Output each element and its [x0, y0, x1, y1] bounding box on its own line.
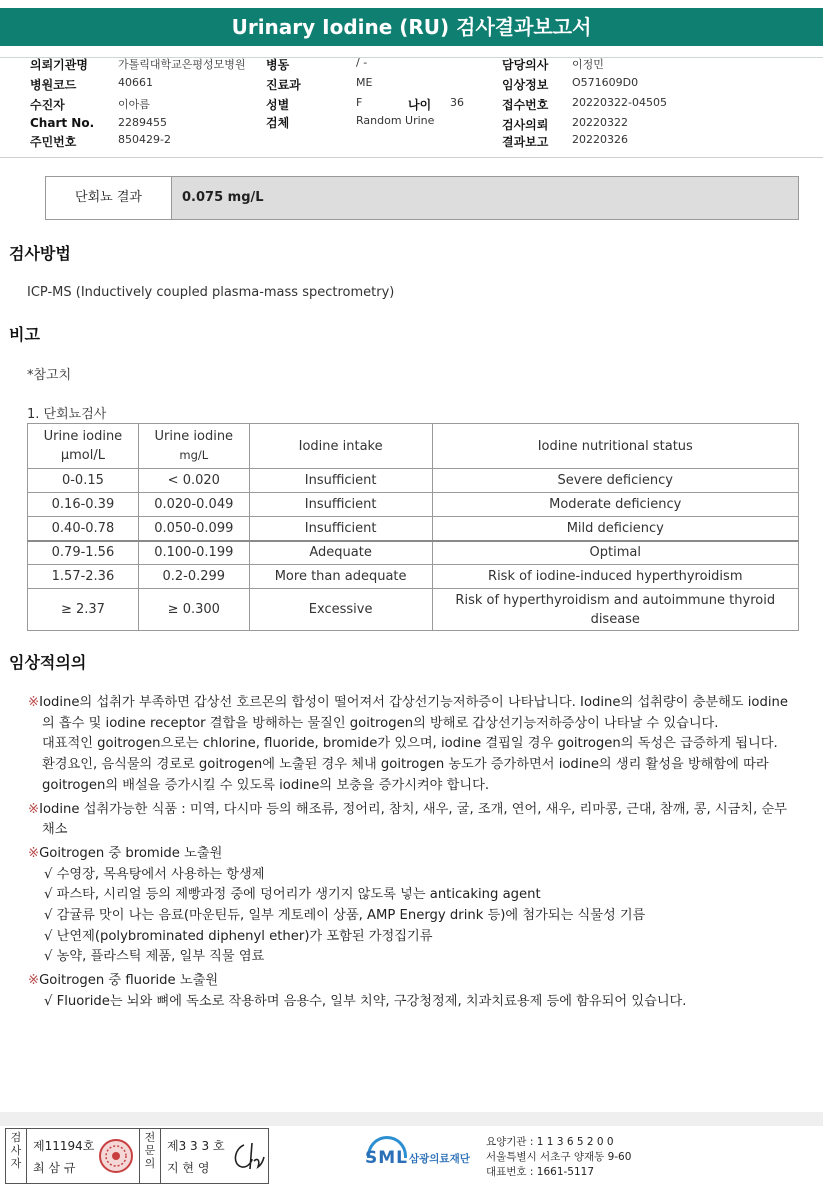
report-title: Urinary Iodine (RU) 검사결과보고서 — [0, 8, 823, 46]
clinical-title: 임상적의의 — [9, 653, 87, 672]
value-doctor: 이정민 — [572, 58, 604, 71]
value-sex: F — [356, 96, 363, 109]
label-ward: 병동 — [266, 58, 290, 72]
sml-logo — [365, 1134, 485, 1178]
value-patient: 이아름 — [118, 98, 150, 111]
logo-text: SML — [365, 1148, 408, 1168]
label-department: 진료과 — [266, 78, 301, 92]
signature-icon — [228, 1139, 266, 1175]
reference-mark-icon: ※ — [28, 801, 40, 817]
value-chart-no: 2289455 — [118, 116, 167, 129]
list-item: √ Fluoride는 뇌와 뼈에 독소로 작용하며 음용수, 일부 치약, 구강청정제, 치과치료용제 등에 함유되어 있습니다. — [44, 993, 687, 1009]
header-intake: Iodine intake — [249, 424, 432, 469]
label-specimen: 검체 — [266, 116, 290, 130]
org-code: 요양기관 : 1 1 3 6 5 2 0 0 — [486, 1136, 614, 1148]
clinical-notes — [28, 693, 788, 1013]
clinical-paragraph-4: ※Goitrogen 중 fluoride 노출원 — [28, 973, 219, 989]
lab-address: 서울특별시 서초구 양재동 9-60 — [486, 1151, 632, 1163]
label-age: 나이 — [408, 98, 432, 112]
table-row: ≥ 2.37 ≥ 0.300 Excessive Risk of hyperthyroidism and autoimmune thyroid disease — [28, 589, 799, 631]
label-resident-no: 주민번호 — [30, 135, 77, 149]
table-row: 0.79-1.56 0.100-0.199 Adequate Optimal — [28, 541, 799, 565]
value-department: ME — [356, 76, 373, 89]
reference-mark-icon: ※ — [28, 973, 40, 989]
header-status: Iodine nutritional status — [432, 424, 798, 469]
table-row: 0-0.15 < 0.020 Insufficient Severe deficiency — [28, 469, 799, 493]
reference-mark-icon: ※ — [28, 695, 40, 710]
specialist-label: 전문의 — [139, 1129, 161, 1183]
header-mgl: Urine iodine mg/L — [138, 424, 249, 469]
check-icon: √ — [44, 949, 53, 965]
table-header-row — [28, 424, 799, 469]
signature-block — [5, 1128, 269, 1184]
check-icon: √ — [44, 887, 53, 903]
lab-contact — [486, 1135, 631, 1180]
clinical-paragraph-3: ※Goitrogen 중 bromide 노출원 — [28, 845, 223, 861]
lab-phone: 대표번호 : 1661-5117 — [486, 1166, 595, 1178]
table-row: 0.16-0.39 0.020-0.049 Insufficient Moderate deficiency — [28, 493, 799, 517]
value-specimen: Random Urine — [356, 114, 435, 127]
label-hospital-code: 병원코드 — [30, 78, 77, 92]
table-row: 0.40-0.78 0.050-0.099 Insufficient Mild deficiency — [28, 517, 799, 541]
list-item: √ 수영장, 목욕탕에서 사용하는 항생제 — [44, 866, 265, 882]
title-bar — [0, 0, 823, 58]
value-clinical-info: O571609D0 — [572, 76, 639, 89]
clinical-paragraph-2: ※Iodine 섭취가능한 식품 : 미역, 다시마 등의 해조류, 정어리, 참치, 새우, 굴, 조개, 연어, 새우, 리마콩, 근대, 참깨, 콩, 시금치, 순무채소 — [28, 801, 788, 838]
result-value: 0.075 mg/L — [172, 177, 798, 219]
value-report-date: 20220326 — [572, 133, 628, 146]
list-item: √ 파스타, 시리얼 등의 제빵과정 중에 덩어리가 생기지 않도록 넣는 anticaking agent — [44, 887, 541, 903]
clinical-paragraph-1: ※Iodine의 섭취가 부족하면 갑상선 호르몬의 합성이 떨어져서 갑상선기능저하증이 나타납니다. Iodine의 섭취량이 충분해도 iodine의 흡수 및 iodine receptor 결합을 방해하는 물질인 goitrogen의 방해로 갑상선기능저하증상이 나타날 수 있습니다. — [28, 695, 788, 731]
value-request-date: 20220322 — [572, 116, 628, 129]
label-clinical-info: 임상정보 — [502, 78, 549, 92]
value-hospital-code: 40661 — [118, 76, 153, 89]
examiner-name: 최 삼 규 — [33, 1161, 76, 1175]
label-patient: 수진자 — [30, 98, 65, 112]
check-icon: √ — [44, 928, 53, 944]
specialist-number: 제3 3 3 호 — [167, 1139, 225, 1153]
method-text: ICP-MS (Inductively coupled plasma-mass spectrometry) — [27, 285, 395, 300]
reference-label: *참고치 — [27, 368, 72, 383]
label-request-date: 검사의뢰 — [502, 118, 549, 132]
examiner-label: 검사자 — [6, 1129, 27, 1183]
label-receipt-no: 접수번호 — [502, 98, 549, 112]
list-item: √ 감귤류 맛이 나는 음료(마운틴듀, 일부 게토레이 상품, AMP Energy drink 등)에 첨가되는 식물성 기름 — [44, 908, 646, 924]
method-title: 검사방법 — [9, 244, 71, 263]
check-icon: √ — [44, 908, 53, 924]
list-item: √ 농약, 플라스틱 제품, 일부 직물 염료 — [44, 949, 265, 965]
value-ward: / - — [356, 56, 368, 69]
reference-table — [27, 423, 799, 631]
label-report-date: 결과보고 — [502, 135, 549, 149]
header-divider — [0, 157, 823, 158]
seal-icon — [98, 1138, 134, 1174]
label-doctor: 담당의사 — [502, 58, 549, 72]
value-receipt-no: 20220322-04505 — [572, 96, 667, 109]
label-sex: 성별 — [266, 98, 290, 112]
label-institution: 의뢰기관명 — [30, 58, 88, 72]
check-icon: √ — [44, 993, 53, 1009]
reference-mark-icon: ※ — [28, 845, 40, 861]
list-item: √ 난연제(polybrominated diphenyl ether)가 포함된 가정집기류 — [44, 928, 433, 944]
result-label: 단회뇨 결과 — [46, 177, 172, 219]
remarks-title: 비고 — [9, 325, 40, 344]
value-institution: 가톨릭대학교은평성모병원 — [118, 58, 246, 71]
footer-band — [0, 1112, 823, 1126]
value-resident-no: 850429-2 — [118, 133, 171, 146]
table-title: 1. 단회뇨검사 — [27, 407, 107, 422]
header-umol: Urine iodine μmol/L — [28, 424, 139, 469]
specialist-name: 지 현 영 — [167, 1161, 210, 1175]
logo-korean: 삼광의료재단 — [409, 1153, 470, 1165]
check-icon: √ — [44, 866, 53, 882]
clinical-paragraph-1b: 대표적인 goitrogen으로는 chlorine, fluoride, bromide가 있으며, iodine 결핍일 경우 goitrogen의 독성은 급증하게 됩니다. 환경요인, 음식물의 경로로 goitrogen에 노출된 경우 체내 goitrogen 농도가 증가하면서 iodine의 생리 활성을 방해함에 따라 goitrogen의 배설을 증가시킬 수 있도록 iodine의 보충을 증가시켜야 합니다. — [42, 736, 778, 793]
label-chart-no: Chart No. — [30, 116, 95, 130]
result-box — [45, 176, 799, 220]
table-row: 1.57-2.36 0.2-0.299 More than adequate Risk of iodine-induced hyperthyroidism — [28, 565, 799, 589]
examiner-number: 제11194호 — [33, 1139, 95, 1153]
value-age: 36 — [450, 96, 464, 109]
